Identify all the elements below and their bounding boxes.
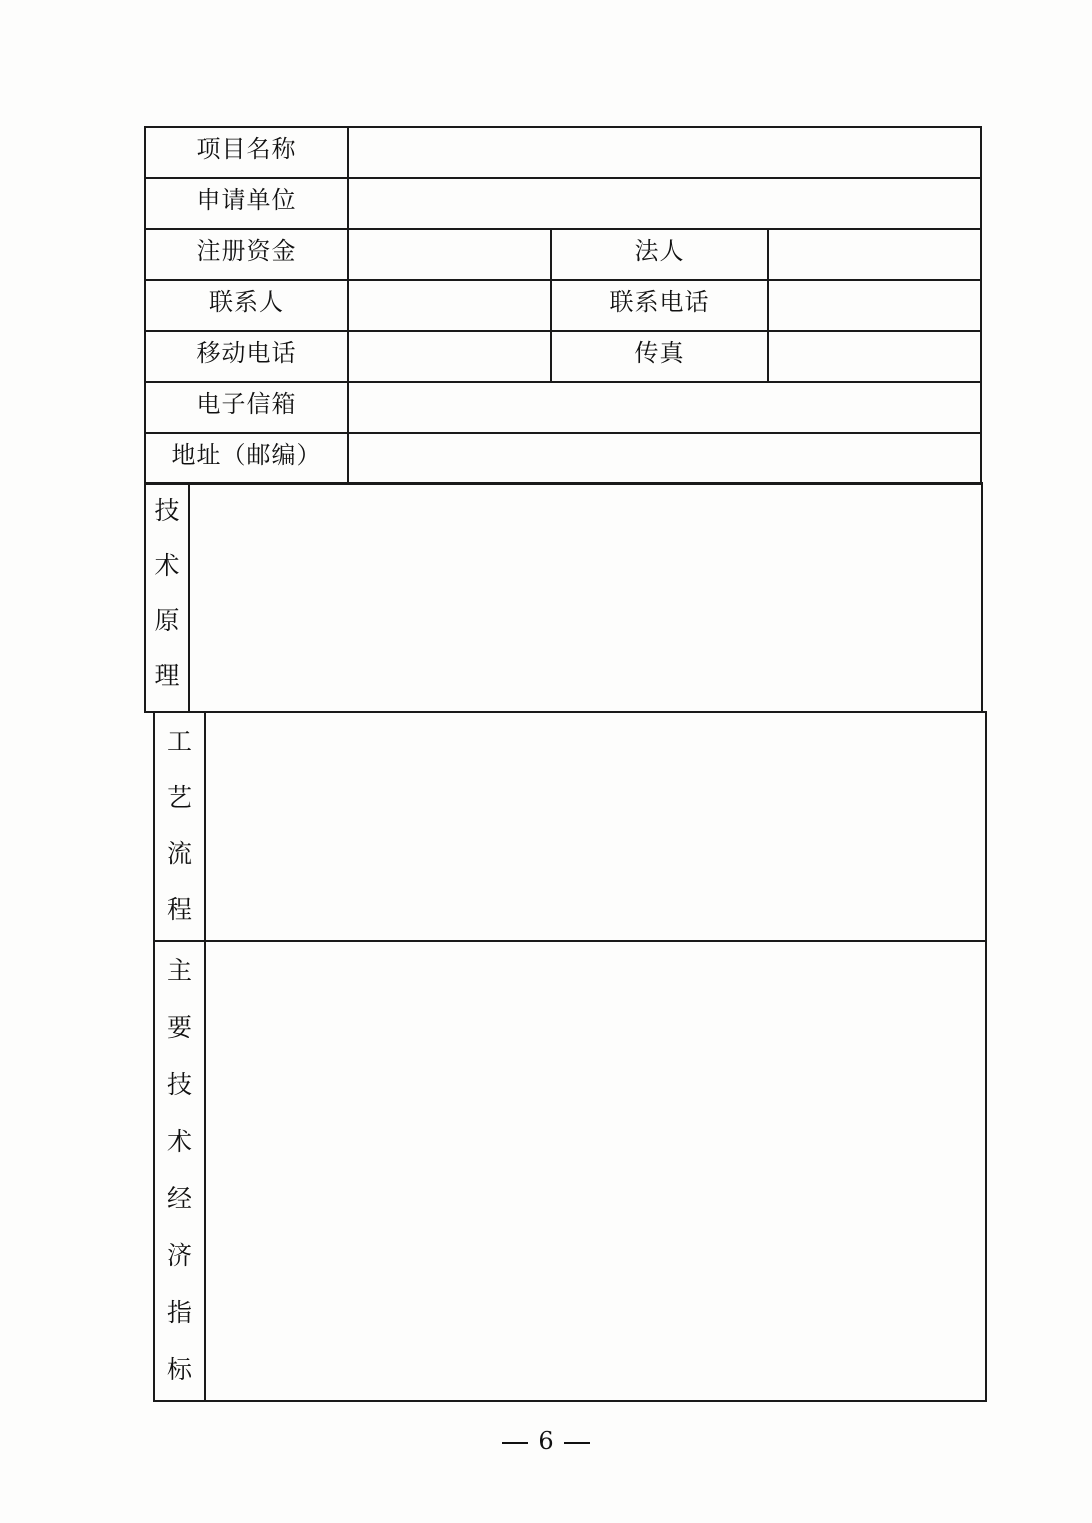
page-footer: [0, 1427, 1092, 1455]
registered-capital-field[interactable]: [348, 229, 551, 280]
registered-capital-label: 注册资金: [145, 229, 348, 280]
label-char: 要: [166, 1013, 192, 1042]
fax-label: 传真: [551, 331, 768, 382]
dash-right: [564, 1442, 590, 1444]
label-char: 主: [166, 956, 192, 985]
tech-principle-label: [145, 483, 189, 712]
contact-person-field[interactable]: [348, 280, 551, 331]
label-char: 技: [166, 1070, 192, 1099]
email-label: 电子信箱: [145, 382, 348, 433]
project-name-field[interactable]: [348, 127, 981, 178]
label-char: 理: [154, 661, 180, 690]
process-indicators-table: [153, 711, 987, 1402]
label-char: 技: [154, 496, 180, 525]
label-char: 术: [154, 551, 180, 580]
key-indicators-label: [154, 941, 205, 1401]
label-char: 艺: [166, 783, 192, 812]
mobile-phone-field[interactable]: [348, 331, 551, 382]
process-flow-field[interactable]: [205, 712, 986, 941]
table-row: [145, 280, 981, 331]
label-char: 指: [166, 1298, 192, 1327]
label-char: 术: [166, 1127, 192, 1156]
email-field[interactable]: [348, 382, 981, 433]
table-row: [154, 712, 986, 941]
applicant-field[interactable]: [348, 178, 981, 229]
applicant-label: 申请单位: [145, 178, 348, 229]
label-char: 原: [154, 606, 180, 635]
contact-person-label: 联系人: [145, 280, 348, 331]
legal-person-field[interactable]: [768, 229, 981, 280]
table-row: [145, 483, 982, 712]
contact-phone-label: 联系电话: [551, 280, 768, 331]
label-char: 标: [166, 1355, 192, 1384]
tech-principle-table: [144, 482, 983, 713]
address-field[interactable]: [348, 433, 981, 484]
key-indicators-field[interactable]: [205, 941, 986, 1401]
label-char: 流: [166, 839, 192, 868]
process-flow-label: [154, 712, 205, 941]
applicant-info-table: [144, 126, 982, 485]
label-char: 济: [166, 1241, 192, 1270]
table-row: [145, 127, 981, 178]
table-row: [154, 941, 986, 1401]
label-char: 工: [166, 727, 192, 756]
label-char: 经: [166, 1184, 192, 1213]
table-row: [145, 433, 981, 484]
mobile-phone-label: 移动电话: [145, 331, 348, 382]
fax-field[interactable]: [768, 331, 981, 382]
table-row: [145, 382, 981, 433]
project-name-label: 项目名称: [145, 127, 348, 178]
contact-phone-field[interactable]: [768, 280, 981, 331]
address-label: 地址（邮编）: [145, 433, 348, 484]
dash-left: [502, 1442, 528, 1444]
table-row: [145, 331, 981, 382]
table-row: [145, 229, 981, 280]
table-row: [145, 178, 981, 229]
legal-person-label: 法人: [551, 229, 768, 280]
tech-principle-field[interactable]: [189, 483, 982, 712]
label-char: 程: [166, 895, 192, 924]
page-number: 6: [538, 1427, 554, 1455]
